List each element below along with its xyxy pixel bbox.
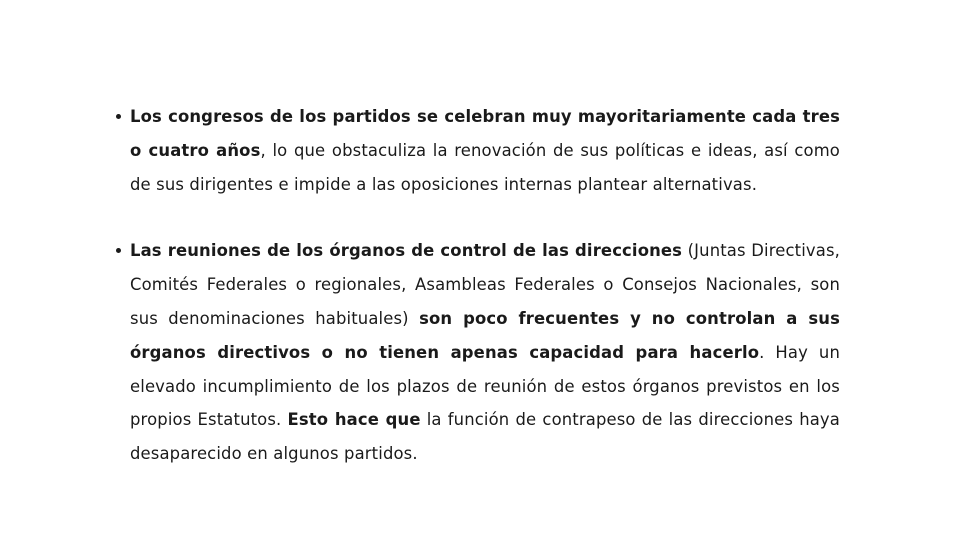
bullet-bold-text: Esto hace que	[287, 410, 421, 430]
bullet-list	[112, 100, 840, 471]
bullet-bold-text: son poco frecuentes y no controlan a sus órganos directivos o no tienen apenas capacidad para hacerlo	[130, 308, 840, 362]
bullet-text: , lo que obstaculiza la renovación de sus políticas e ideas, así como de sus dirigentes e impide a las oposiciones internas plantear alternativas.	[130, 140, 840, 194]
bullet-bold-text: Los congresos de los partidos se celebran muy mayoritariamente cada tres o cuatro años	[130, 107, 840, 160]
bullet-item-reuniones	[112, 234, 840, 471]
bullet-text: . Hay un elevado incumplimiento de los plazos de reunión de estos órganos previstos en los propios Estatutos.	[130, 342, 840, 430]
bullet-dot-icon	[116, 248, 121, 253]
bullet-text: la función de contrapeso de las direcciones haya desaparecido en algunos partidos.	[130, 410, 840, 464]
bullet-dot-icon	[116, 114, 121, 119]
bullet-bold-text: Las reuniones de los órganos de control de las direcciones	[130, 241, 683, 261]
bullet-item-congresos	[112, 100, 840, 201]
bullet-text: (Juntas Directivas, Comités Federales o regionales, Asambleas Federales o Consejos Nacionales, son sus denominaciones habituales)	[130, 241, 840, 328]
